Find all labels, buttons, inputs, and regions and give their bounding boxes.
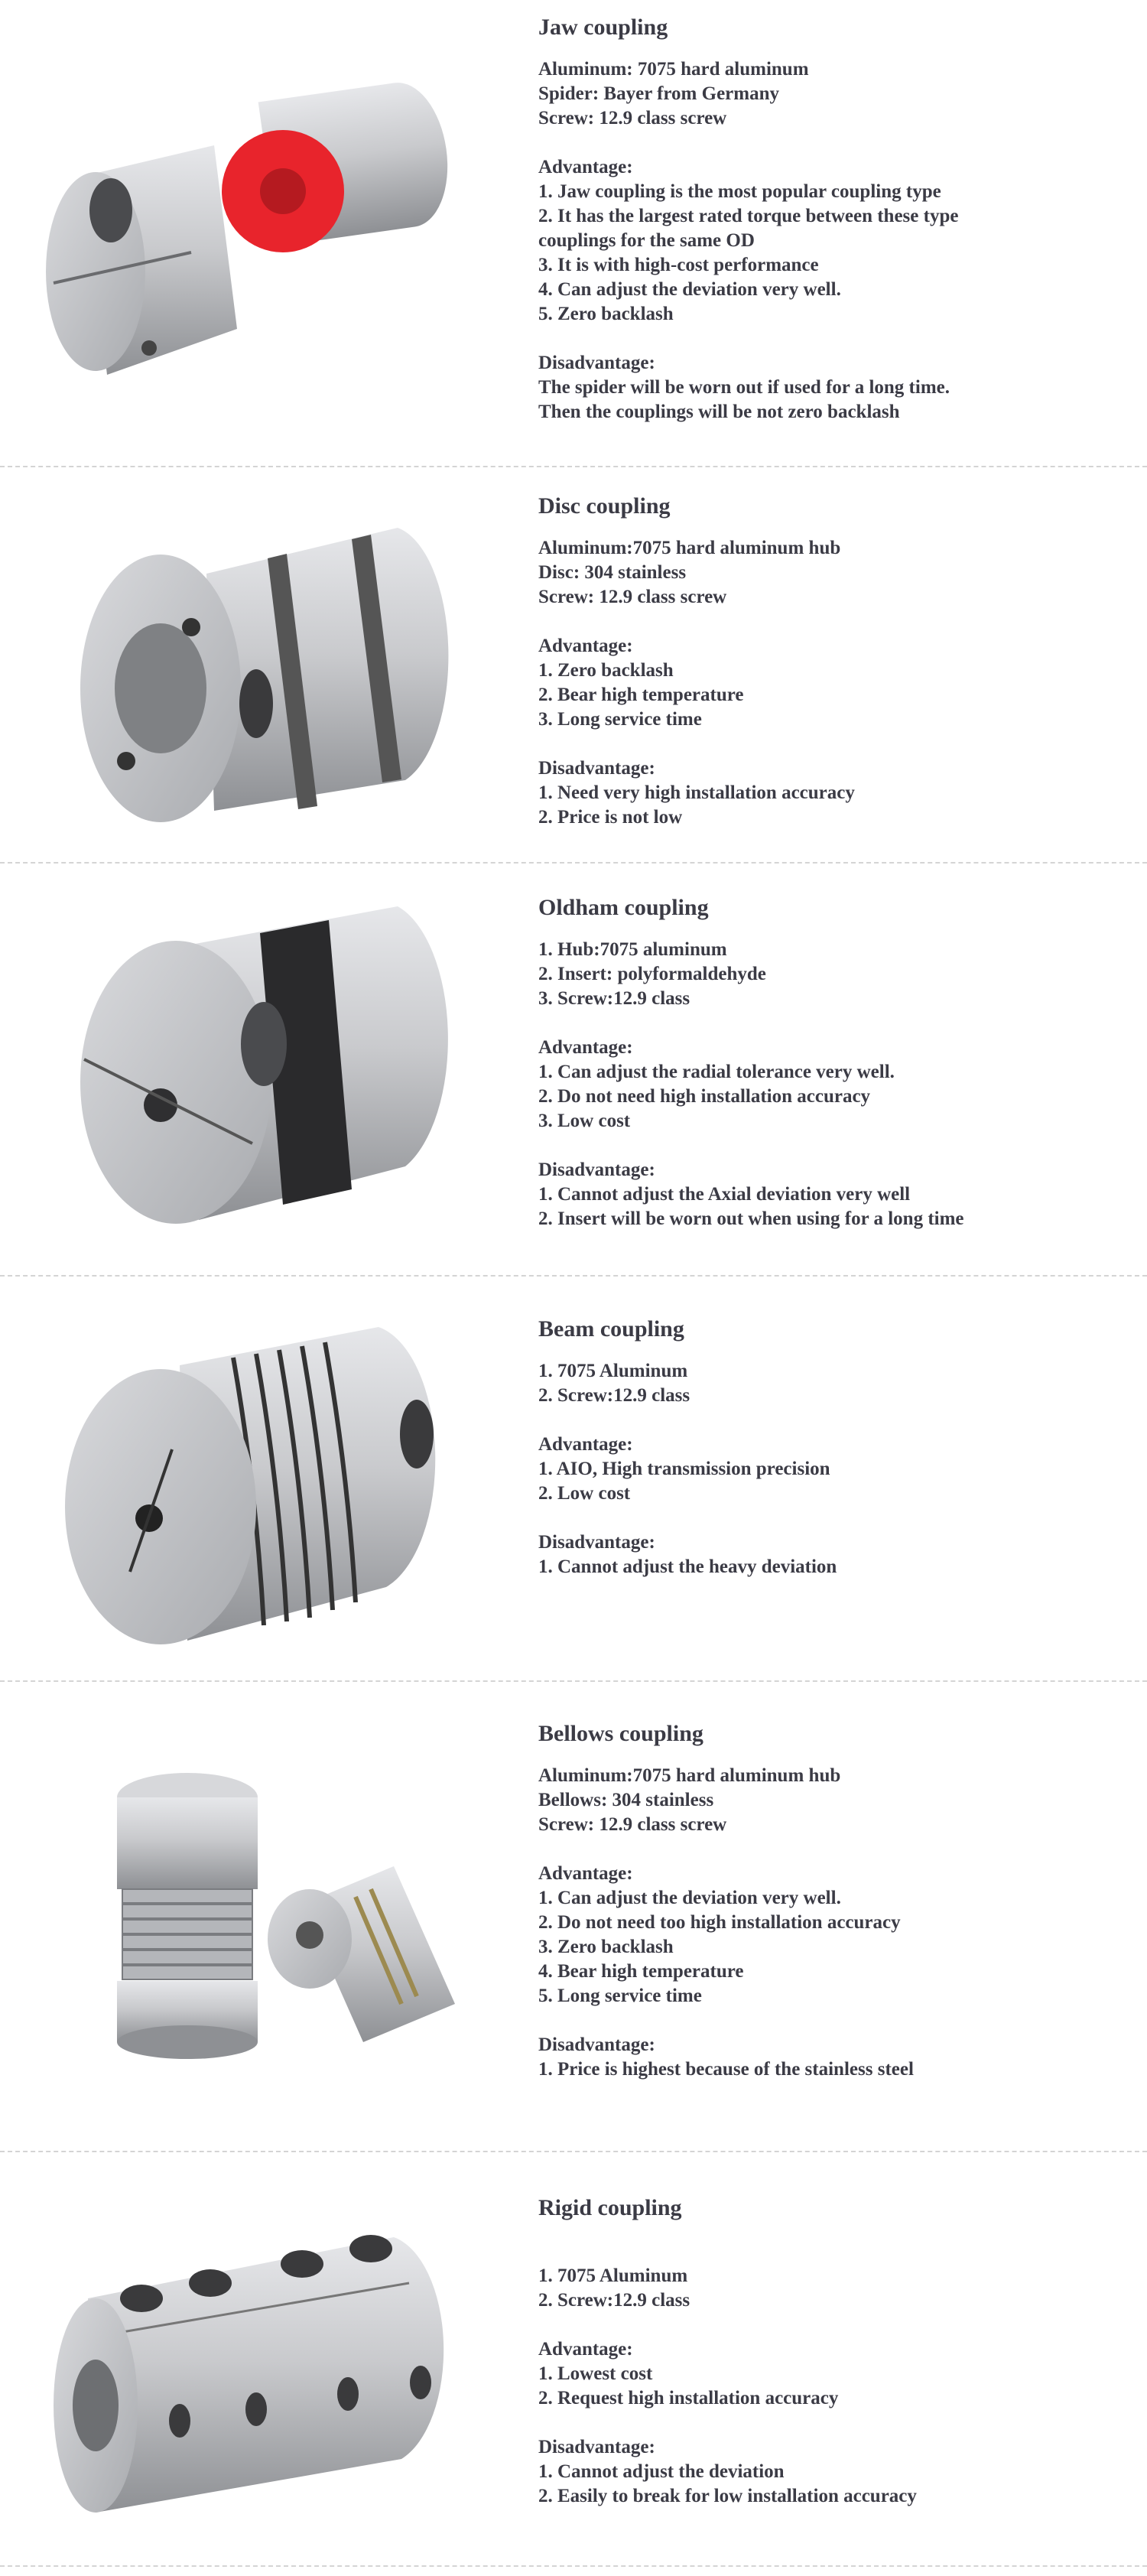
advantages-list-label: Advantage: xyxy=(538,157,633,177)
advantages-list-item: 3. Low cost xyxy=(538,1111,631,1131)
materials-list-item: 1. 7075 Aluminum xyxy=(538,1361,688,1381)
beam-coupling-image xyxy=(57,1319,470,1648)
materials-list xyxy=(538,536,855,610)
coupling-title: Bellows coupling xyxy=(538,1721,703,1746)
disadvantages-list-label: Disadvantage: xyxy=(538,2034,655,2055)
section-divider xyxy=(0,1275,1147,1277)
advantages-list-label: Advantage: xyxy=(538,1863,633,1884)
coupling-title: Beam coupling xyxy=(538,1316,684,1342)
materials-list-item: 1. Hub:7075 aluminum xyxy=(538,939,727,960)
disadvantages-list xyxy=(538,2435,917,2509)
advantages-list-item: couplings for the same OD xyxy=(538,230,755,251)
materials-list-item: Screw: 12.9 class screw xyxy=(538,108,727,128)
advantages-list-item: 2. Low cost xyxy=(538,1483,631,1504)
advantages-list-item: 2. Request high installation accuracy xyxy=(538,2388,839,2408)
advantages-list-label: Advantage: xyxy=(538,1434,633,1455)
materials-list xyxy=(538,2264,917,2313)
section-divider xyxy=(0,466,1147,467)
materials-list xyxy=(538,1359,837,1408)
disadvantages-list-label: Disadvantage: xyxy=(538,758,655,779)
section-divider xyxy=(0,2565,1147,2567)
disadvantages-list xyxy=(538,351,958,424)
advantages-list-label: Advantage: xyxy=(538,2339,633,2360)
disadvantages-list-item: 1. Cannot adjust the Axial deviation very well xyxy=(538,1184,911,1205)
coupling-description xyxy=(538,2194,917,2509)
materials-list-item: 2. Insert: polyformaldehyde xyxy=(538,964,766,984)
bellows-coupling-image xyxy=(57,1751,486,2073)
disadvantages-list xyxy=(538,2033,914,2082)
disadvantages-list xyxy=(538,1158,964,1231)
materials-list-item: Spider: Bayer from Germany xyxy=(538,83,780,104)
disadvantages-list-item: Then the couplings will be not zero backlash xyxy=(538,402,900,422)
materials-list-item: Screw: 12.9 class screw xyxy=(538,587,727,607)
coupling-title: Jaw coupling xyxy=(538,15,668,40)
advantages-list-item: 3. It is with high-cost performance xyxy=(538,255,819,275)
materials-list-item: Aluminum: 7075 hard aluminum xyxy=(538,59,809,80)
advantages-list-item: 1. Zero backlash xyxy=(538,660,674,681)
advantages-list-item: 5. Zero backlash xyxy=(538,304,674,324)
advantages-list-item: 3. Long service time xyxy=(538,709,702,730)
advantages-list xyxy=(538,155,958,327)
coupling-title: Disc coupling xyxy=(538,493,671,519)
jaw-coupling-image xyxy=(38,76,466,382)
advantages-list xyxy=(538,1862,914,2008)
advantages-list xyxy=(538,1036,964,1134)
coupling-description xyxy=(538,14,958,424)
section-divider xyxy=(0,862,1147,864)
materials-list-item: Disc: 304 stainless xyxy=(538,562,687,583)
disadvantages-list-label: Disadvantage: xyxy=(538,2437,655,2457)
disadvantages-list-item: 2. Price is not low xyxy=(538,807,683,828)
disadvantages-list-item: 2. Insert will be worn out when using for a long time xyxy=(538,1208,964,1229)
disadvantages-list xyxy=(538,1530,837,1579)
materials-list-item: Aluminum:7075 hard aluminum hub xyxy=(538,538,841,558)
disadvantages-list-item: 1. Cannot adjust the deviation xyxy=(538,2461,785,2482)
disadvantages-list-label: Disadvantage: xyxy=(538,1532,655,1553)
advantages-list xyxy=(538,2337,917,2411)
disadvantages-list-item: 2. Easily to break for low installation accuracy xyxy=(538,2486,917,2506)
materials-list-item: Screw: 12.9 class screw xyxy=(538,1814,727,1835)
coupling-description xyxy=(538,493,855,830)
advantages-list-item: 1. Can adjust the deviation very well. xyxy=(538,1888,841,1908)
advantages-list-item: 2. Bear high temperature xyxy=(538,685,744,705)
advantages-list-item: 1. Jaw coupling is the most popular coupling type xyxy=(538,181,941,202)
advantages-list-item: 3. Zero backlash xyxy=(538,1937,674,1957)
advantages-list-label: Advantage: xyxy=(538,1037,633,1058)
materials-list xyxy=(538,1764,914,1837)
rigid-coupling-image xyxy=(50,2214,470,2535)
advantages-list-item: 2. Do not need high installation accuracy xyxy=(538,1086,871,1107)
advantages-list-label: Advantage: xyxy=(538,636,633,656)
disadvantages-list xyxy=(538,756,855,830)
advantages-list xyxy=(538,634,855,732)
advantages-list-item: 1. Lowest cost xyxy=(538,2363,653,2384)
materials-list-item: 2. Screw:12.9 class xyxy=(538,1385,690,1406)
disadvantages-list-item: The spider will be worn out if used for a long time. xyxy=(538,377,950,398)
advantages-list-item: 5. Long service time xyxy=(538,1986,702,2006)
coupling-description xyxy=(538,1720,914,2082)
advantages-list-item: 4. Can adjust the deviation very well. xyxy=(538,279,841,300)
materials-list-item: Aluminum:7075 hard aluminum hub xyxy=(538,1765,841,1786)
section-divider xyxy=(0,2151,1147,2152)
oldham-coupling-image xyxy=(76,899,474,1235)
spider-icon xyxy=(222,130,344,252)
materials-list xyxy=(538,57,958,131)
coupling-description xyxy=(538,1316,837,1579)
disadvantages-list-item: 1. Cannot adjust the heavy deviation xyxy=(538,1556,837,1577)
coupling-title: Rigid coupling xyxy=(538,2195,682,2220)
materials-list xyxy=(538,938,964,1011)
materials-list-item: Bellows: 304 stainless xyxy=(538,1790,714,1810)
disc-coupling-image xyxy=(76,512,474,834)
coupling-description xyxy=(538,894,964,1231)
disadvantages-list-item: 1. Need very high installation accuracy xyxy=(538,782,855,803)
advantages-list-item: 4. Bear high temperature xyxy=(538,1961,744,1982)
disadvantages-list-label: Disadvantage: xyxy=(538,353,655,373)
materials-list-item: 3. Screw:12.9 class xyxy=(538,988,690,1009)
disadvantages-list-item: 1. Price is highest because of the stainless steel xyxy=(538,2059,914,2080)
coupling-title: Oldham coupling xyxy=(538,895,709,920)
advantages-list-item: 2. Do not need too high installation accuracy xyxy=(538,1912,901,1933)
materials-list-item: 2. Screw:12.9 class xyxy=(538,2290,690,2311)
advantages-list-item: 1. Can adjust the radial tolerance very well. xyxy=(538,1062,895,1082)
advantages-list-item: 1. AIO, High transmission precision xyxy=(538,1459,830,1479)
advantages-list xyxy=(538,1433,837,1506)
section-divider xyxy=(0,1680,1147,1682)
materials-list-item: 1. 7075 Aluminum xyxy=(538,2265,688,2286)
advantages-list-item: 2. It has the largest rated torque between these type xyxy=(538,206,959,226)
disadvantages-list-label: Disadvantage: xyxy=(538,1160,655,1180)
